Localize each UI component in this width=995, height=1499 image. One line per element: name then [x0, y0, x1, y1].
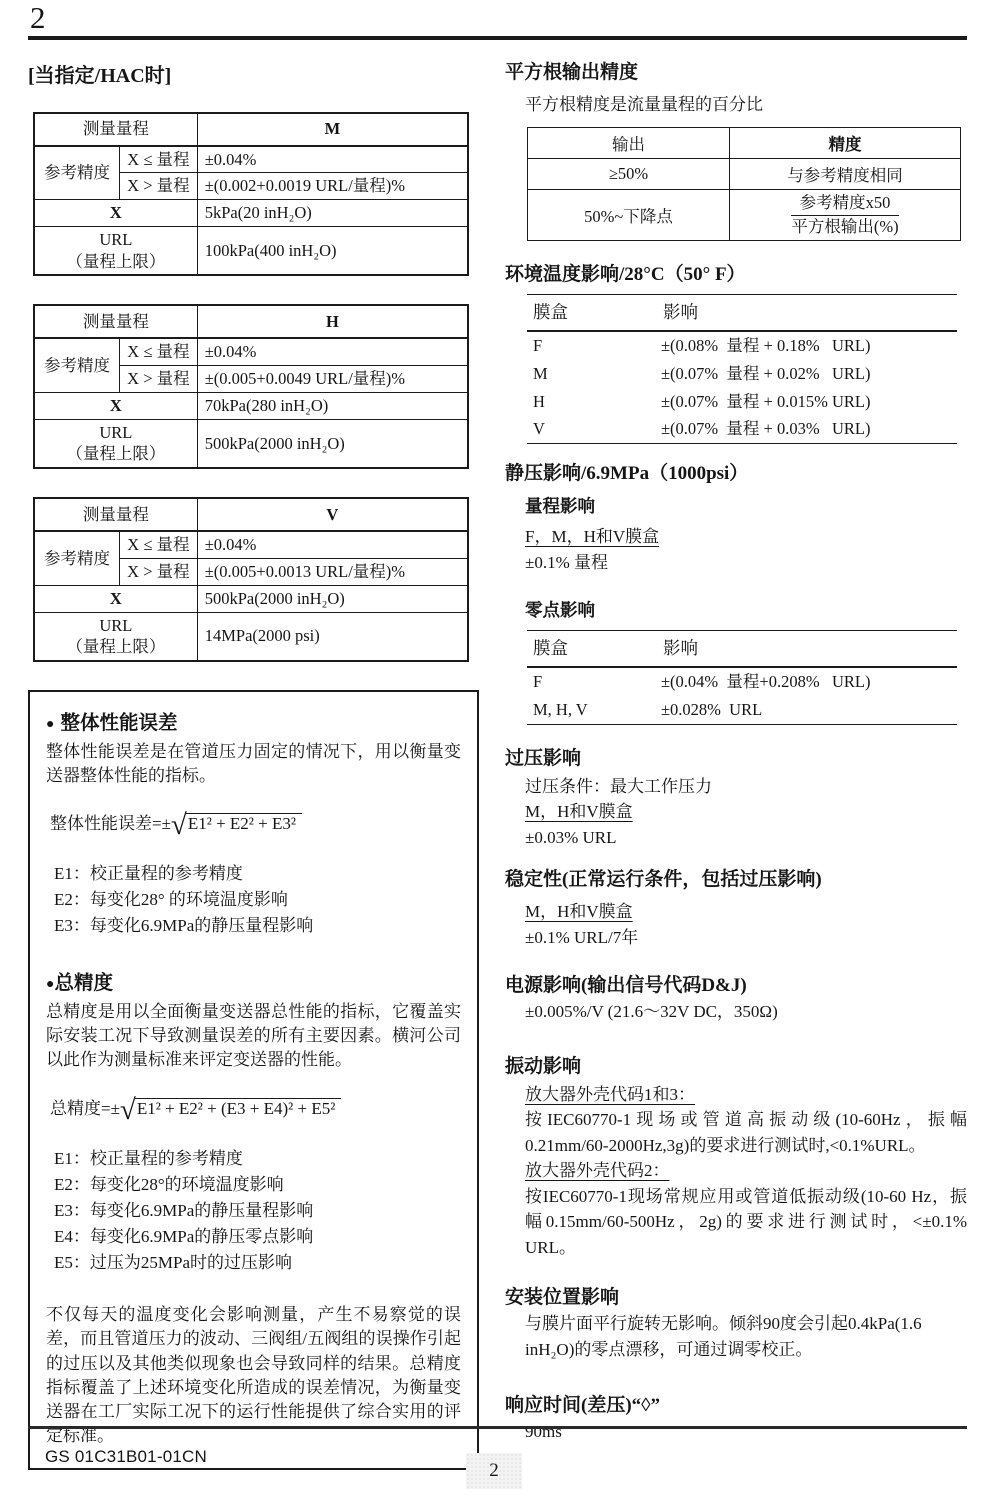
- x-label: X: [34, 392, 197, 419]
- sqrt-output-section: [505, 57, 967, 242]
- range-table-v: [33, 497, 469, 662]
- x-label: X: [34, 585, 197, 612]
- overall-error-description: 整体性能误差是在管道压力固定的情况下，用以衡量变送器整体性能的指标。: [46, 741, 461, 785]
- bullet-icon: ●: [46, 977, 55, 993]
- value-cell: ±(0.005+0.0049 URL/量程)%: [197, 366, 468, 393]
- ambient-temp-section: [505, 259, 967, 444]
- range-table-h: [33, 304, 469, 469]
- value-cell: ±(0.002+0.0019 URL/量程)%: [197, 173, 468, 200]
- power-value: ±0.005%/V (21.6～32V DC，350Ω): [525, 1002, 778, 1022]
- condition-cell: X ≤ 量程: [120, 531, 198, 558]
- error-term: E2：每变化28° 的环境温度影响: [54, 890, 288, 910]
- capsule-cell: F: [533, 671, 543, 691]
- overall-error-title: [46, 710, 461, 738]
- capsule-cell: V: [533, 419, 545, 439]
- mounting-title: 安装位置影响: [505, 1287, 620, 1309]
- overpressure-section: [505, 743, 967, 851]
- spacer: [46, 940, 461, 964]
- ref-accuracy-label: 参考精度: [34, 531, 120, 585]
- value-cell: ±0.04%: [197, 338, 468, 365]
- static-pressure-section: [505, 458, 967, 724]
- stability-capsules: M，H和V膜盒: [525, 902, 633, 922]
- x-value: 500kPa(2000 inH₂O): [197, 585, 468, 612]
- static-pressure-title: 静压影响/6.9MPa（1000psi）: [505, 463, 749, 485]
- performance-note-box: [28, 690, 479, 1470]
- x-label: X: [34, 200, 197, 227]
- stability-value: ±0.1% URL/7年: [525, 927, 639, 947]
- url-value: 100kPa(400 inH₂O): [197, 226, 468, 275]
- range-table-header: 测量量程: [34, 305, 197, 338]
- url-sublabel: （量程上限）: [66, 444, 166, 464]
- total-accuracy-title: [46, 970, 461, 998]
- fraction: [791, 193, 898, 237]
- url-label: URL: [99, 615, 133, 635]
- overpressure-condition: 过压条件：最大工作压力: [525, 776, 712, 796]
- url-value: 500kPa(2000 inH₂O): [197, 419, 468, 468]
- bullet-icon: ●: [46, 717, 55, 733]
- x-value: 70kPa(280 inH₂O): [197, 392, 468, 419]
- condition-cell: X > 量程: [120, 173, 198, 200]
- left-column: [28, 57, 479, 1470]
- url-value: 14MPa(2000 psi): [197, 612, 468, 661]
- col-header-effect: 影响: [657, 631, 957, 667]
- url-label-cell: [34, 612, 197, 661]
- error-term: E2：每变化28°的环境温度影响: [54, 1174, 284, 1194]
- power-section: [505, 970, 967, 1025]
- vibration-section: [505, 1051, 967, 1261]
- accuracy-cell: 与参考精度相同: [730, 159, 961, 190]
- url-sublabel: （量程上限）: [66, 637, 166, 657]
- url-sublabel: （量程上限）: [66, 251, 166, 271]
- response-time-section: [505, 1390, 967, 1445]
- vibration-case2-label: 放大器外壳代码2：: [525, 1161, 670, 1181]
- error-term: E4：每变化6.9MPa的静压零点影响: [54, 1227, 314, 1247]
- error-term: E3：每变化6.9MPa的静压量程影响: [54, 1200, 314, 1220]
- url-label-cell: [34, 419, 197, 468]
- ref-accuracy-label: 参考精度: [34, 338, 120, 392]
- fraction-denominator: 平方根输出(%): [791, 216, 899, 236]
- sqrt-radical-icon: √: [170, 808, 185, 841]
- ambient-temp-table: [527, 294, 957, 444]
- url-label: URL: [99, 422, 133, 442]
- formula-lhs: 整体性能误差=±: [50, 813, 171, 833]
- vibration-case2-text: 按IEC60770-1现场常规应用或管道低振动级(10-60 Hz，振幅0.15mm/60-500Hz，2g)的要求进行测试时，<±0.1% URL。: [525, 1186, 967, 1257]
- error-term: E3：每变化6.9MPa的静压量程影响: [54, 916, 314, 936]
- range-table-header: 测量量程: [34, 113, 197, 146]
- zero-effect-subtitle: 零点影响: [525, 600, 595, 621]
- span-effect-value: ±0.1% 量程: [525, 552, 608, 572]
- output-range-cell: 50%~下降点: [528, 190, 730, 241]
- closing-paragraph: 不仅每天的温度变化会影响测量，产生不易察觉的误差，而且管道压力的波动、三阀组/五阀组的误操作引起的过压以及其他类似现象也会导致同样的结果。总精度指标覆盖了上述环境变化所造成的误差情况，为衡量变送器在工厂实际工况下的运行性能提供了综合实用的评定标准。: [46, 1305, 461, 1445]
- section-title-hac: [当指定/HAC时]: [28, 64, 172, 87]
- stability-title: 稳定性(正常运行条件，包括过压影响): [505, 869, 822, 891]
- effect-cell: ±(0.08% 量程 + 0.18% URL): [661, 335, 871, 355]
- error-term: E1：校正量程的参考精度: [54, 1148, 243, 1168]
- effect-cell: ±(0.07% 量程 + 0.015% URL): [661, 391, 871, 411]
- col-header-output: 输出: [528, 128, 730, 159]
- capsule-letter: H: [197, 305, 468, 338]
- condition-cell: X ≤ 量程: [120, 146, 198, 173]
- footer-rule: [28, 1426, 967, 1429]
- formula-lhs: 总精度=±: [50, 1098, 120, 1118]
- capsule-cell: M, H, V: [533, 699, 588, 719]
- condition-cell: X > 量程: [120, 366, 198, 393]
- power-title: 电源影响(输出信号代码D&J): [505, 975, 747, 997]
- right-column: [505, 57, 967, 1470]
- mounting-section: [505, 1282, 967, 1362]
- url-label-cell: [34, 226, 197, 275]
- effect-cell: ±(0.04% 量程+0.208% URL): [661, 671, 871, 691]
- range-table-m: [33, 112, 469, 277]
- ambient-temp-title: 环境温度影响/28°C（50° F）: [505, 264, 746, 286]
- value-cell: ±0.04%: [197, 531, 468, 558]
- error-term: E1：校正量程的参考精度: [54, 864, 243, 884]
- capsule-cell: H: [533, 391, 545, 411]
- overpressure-title: 过压影响: [505, 747, 582, 769]
- mounting-text: 与膜片面平行旋转无影响。倾斜90度会引起0.4kPa(1.6 inH₂O)的零点漂移，可通过调零校正。: [525, 1314, 922, 1359]
- page-number-bottom: 2: [466, 1453, 522, 1489]
- error-term: E5：过压为25MPa时的过压影响: [54, 1253, 292, 1273]
- effect-cell: ±0.028% URL: [661, 699, 763, 719]
- formula-radicand: E1² + E2² + (E3 + E4)² + E5²: [134, 1098, 341, 1118]
- formula-radicand: E1² + E2² + E3²: [185, 813, 302, 833]
- overpressure-value: ±0.03% URL: [525, 827, 617, 847]
- col-header-accuracy: 精度: [730, 128, 961, 159]
- total-accuracy-formula: [50, 1093, 461, 1126]
- value-cell: ±(0.005+0.0013 URL/量程)%: [197, 558, 468, 585]
- output-range-cell: ≥50%: [528, 159, 730, 190]
- total-accuracy-description: 总精度是用以全面衡量变送器总性能的指标，它覆盖实际安装工况下导致测量误差的所有主要因素。横河公司以此作为测量标准来评定变送器的性能。: [46, 1002, 461, 1070]
- condition-cell: X ≤ 量程: [120, 338, 198, 365]
- col-header-capsule: 膜盒: [527, 631, 657, 667]
- total-accuracy-title-text: 总精度: [54, 973, 113, 995]
- sqrt-radical-icon: √: [119, 1093, 134, 1126]
- two-column-layout: [28, 57, 967, 1470]
- col-header-effect: 影响: [657, 295, 957, 331]
- col-header-capsule: 膜盒: [527, 295, 657, 331]
- vibration-case13-text: 按IEC60770-1现场或管道高振动级(10-60Hz，振幅0.21mm/60-2000Hz,3g)的要求进行测试时,<0.1%URL。: [525, 1110, 967, 1155]
- sqrt-section-subtitle: 平方根精度是流量量程的百分比: [525, 94, 763, 114]
- span-capsules-line: F，M，H和V膜盒: [525, 527, 660, 547]
- capsule-letter: M: [197, 113, 468, 146]
- vibration-title: 振动影响: [505, 1055, 582, 1077]
- effect-cell: ±(0.07% 量程 + 0.02% URL): [661, 363, 871, 383]
- header-rule: [28, 36, 967, 40]
- vibration-case13-label: 放大器外壳代码1和3：: [525, 1084, 695, 1104]
- x-value: 5kPa(20 inH₂O): [197, 200, 468, 227]
- stability-section: [505, 864, 967, 950]
- condition-cell: X > 量程: [120, 558, 198, 585]
- page-number-top: 2: [30, 0, 46, 35]
- capsule-letter: V: [197, 498, 468, 531]
- value-cell: ±0.04%: [197, 146, 468, 173]
- sqrt-section-title: 平方根输出精度: [505, 61, 639, 83]
- capsule-cell: F: [533, 335, 543, 355]
- span-effect-subtitle: 量程影响: [525, 496, 595, 517]
- url-label: URL: [99, 229, 133, 249]
- overpressure-capsules: M，H和V膜盒: [525, 802, 633, 822]
- zero-effect-table: [527, 630, 957, 724]
- response-time-value: 90ms: [525, 1422, 562, 1442]
- accuracy-fraction-cell: [730, 190, 961, 241]
- ref-accuracy-label: 参考精度: [34, 146, 120, 200]
- response-time-title: 响应时间(差压)“◊”: [505, 1395, 661, 1417]
- range-table-header: 测量量程: [34, 498, 197, 531]
- overall-error-title-text: 整体性能误差: [60, 713, 178, 735]
- effect-cell: ±(0.07% 量程 + 0.03% URL): [661, 419, 871, 439]
- overall-error-formula: [50, 808, 461, 841]
- fraction-numerator: 参考精度x50: [791, 193, 898, 216]
- capsule-cell: M: [533, 363, 548, 383]
- sqrt-accuracy-table: [527, 127, 961, 241]
- document-number: GS 01C31B01-01CN: [45, 1447, 207, 1466]
